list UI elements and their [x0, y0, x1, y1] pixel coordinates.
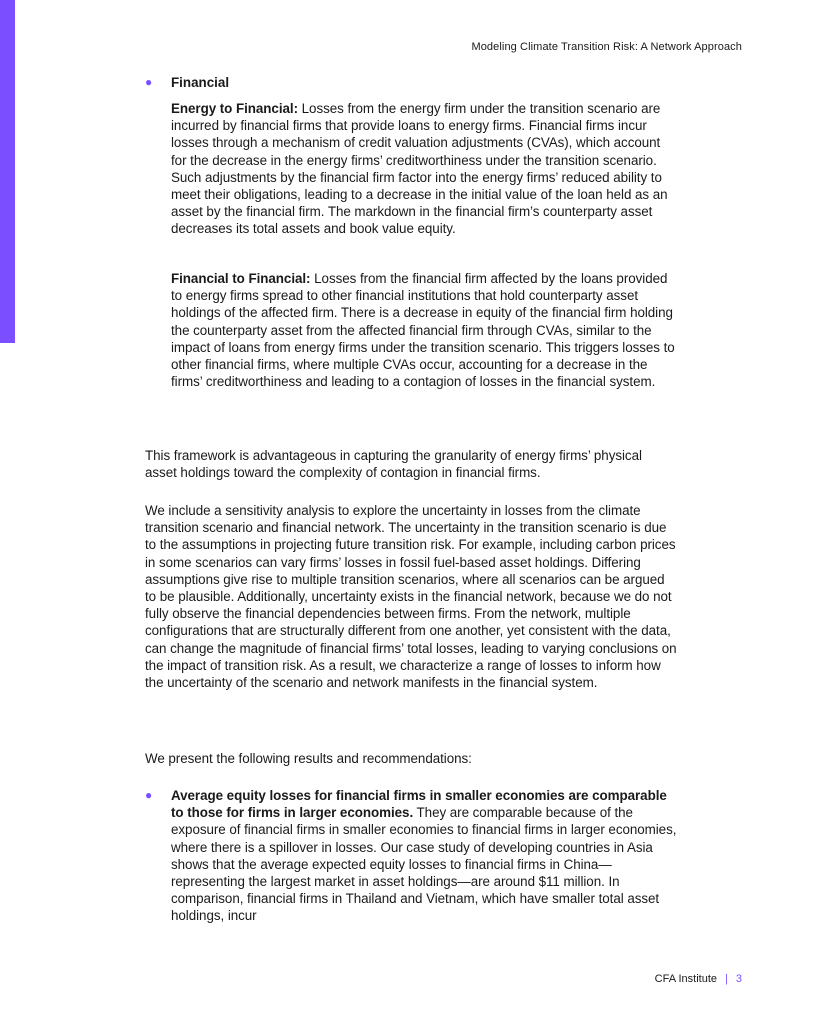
paragraph-text: Losses from the energy firm under the transition scenario are incurred by financial firms that provide loans to energy firms. Financial firms incur losses through a mechanism of credit valuation adjustments (CVAs), which account for the decrease in the energy firms’ creditworthiness under the transition scenario. Such adjustments by the financial firm factor into the energy firms’ reduced ability to meet their obligations, leading to a decrease in the initial value of the loan held as an asset by the financial firm. The markdown in the financial firm’s counterparty asset decreases its total assets and book value equity.	[171, 101, 668, 237]
result-text: They are comparable because of the exposure of financial firms in smaller economies to financial firms in larger economies, where there is a spillover in losses. Our case study of developing countries in Asia shows that the average expected equity losses to financial firms in China—representing the largest market in asset holdings—are around $11 million. In comparison, financial firms in Thailand and Vietnam, which have smaller total asset holdings, incur	[171, 805, 677, 924]
footer-separator: |	[725, 973, 728, 985]
page-number: 3	[735, 973, 742, 985]
paragraph-sensitivity: We include a sensitivity analysis to explore the uncertainty in losses from the climate transition scenario and financial network. The uncertainty in the transition scenario is due to the assumptions in projecting future transition risk. For example, including carbon prices in some scenarios can vary firms’ losses in fossil fuel-based asset holdings. Differing assumptions give rise to multiple transition scenarios, where all scenarios can be argued to be plausible. Additionally, uncertainty exists in the financial network, because we do not fully observe the financial dependencies between firms. From the network, multiple configurations that are structurally different from one another, yet consistent with the data, can change the magnitude of financial firms’ total losses, leading to varying conclusions on the impact of transition risk. As a result, we characterize a range of losses to inform how the uncertainty of the scenario and network manifests in the financial system.	[145, 503, 677, 691]
running-header: Modeling Climate Transition Risk: A Network Approach	[471, 41, 742, 53]
paragraph-financial-to-financial	[171, 270, 677, 390]
bullet-icon: ●	[145, 788, 153, 802]
paragraph-energy-to-financial	[171, 100, 677, 238]
bullet-icon: ●	[145, 75, 153, 89]
paragraph-lead: Energy to Financial:	[171, 101, 298, 116]
result-lead: Average equity losses for financial firms in smaller economies are comparable to those for firms in larger economies.	[171, 788, 667, 821]
paragraph-results-intro: We present the following results and recommendations:	[145, 751, 472, 766]
page-footer	[655, 973, 742, 985]
footer-publisher: CFA Institute	[654, 973, 718, 985]
result-item	[171, 787, 677, 925]
paragraph-text: Losses from the financial firm affected by the loans provided to energy firms spread to other financial institutions that hold counterparty asset holdings of the affected firm. There is a decrease in equity of the financial firm holding the counterparty asset from the affected financial firm through CVAs, similar to the impact of loans from energy firms under the transition scenario. This triggers losses to other financial firms, where multiple CVAs occur, accounting for a decrease in the firms’ creditworthiness and leading to a contagion of losses in the financial system.	[171, 271, 675, 390]
paragraph-lead: Financial to Financial:	[171, 271, 311, 286]
paragraph-framework: This framework is advantageous in capturing the granularity of energy firms’ physical asset holdings toward the complexity of contagion in financial firms.	[145, 448, 642, 481]
section-heading: Financial	[171, 75, 230, 90]
accent-bar	[0, 0, 15, 343]
